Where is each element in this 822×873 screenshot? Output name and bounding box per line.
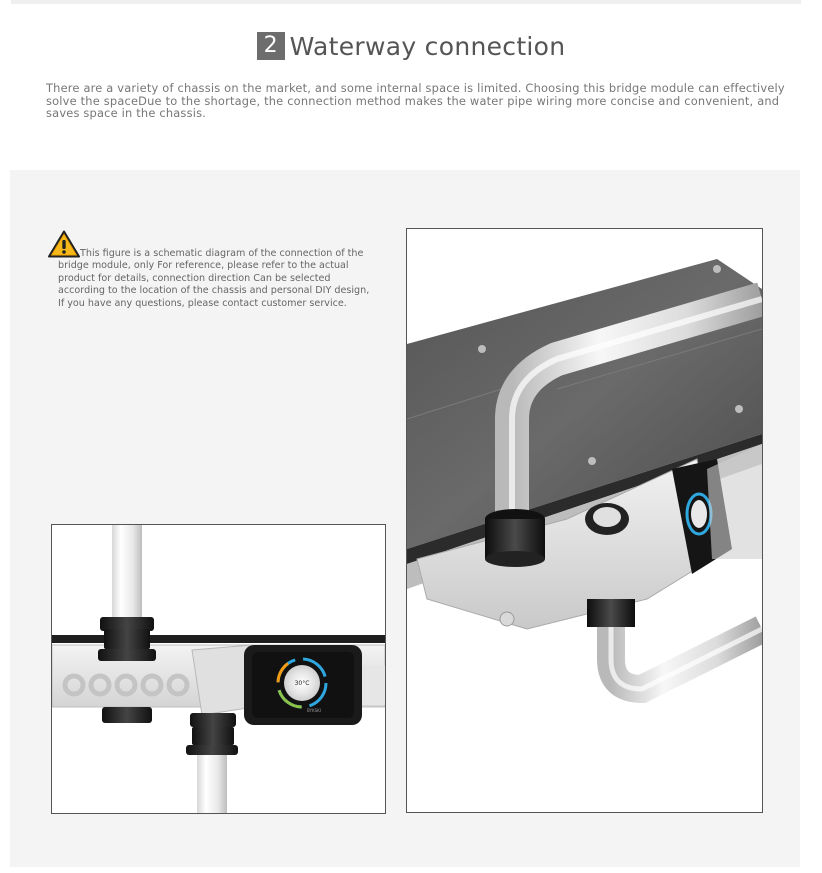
top-divider: [11, 0, 801, 4]
section-title: Waterway connection: [289, 31, 566, 61]
intro-paragraph: There are a variety of chassis on the market, and some internal space is limited. Choosing this bridge module can effectively solve the spaceDue to the shortage, the connection method makes the water pipe wiring more concise and convenient, and saves space in the chassis.: [46, 81, 785, 120]
bridge-module-angle-photo: [406, 228, 763, 813]
section-heading: [0, 30, 822, 62]
bridge-module-angle-illustration: [407, 229, 762, 812]
display-brand: BYKSKI: [307, 708, 321, 713]
bridge-module-front-illustration: [52, 525, 385, 813]
display-temp: 30°C: [294, 680, 310, 687]
note-text: This figure is a schematic diagram of the connection of the bridge module, only For reference, please refer to the actual product for details, connection direction Can be selected according to the location of the chassis and personal DIY design, If you have any questions, please contact customer service.: [58, 248, 370, 309]
bridge-module-front-photo: [51, 524, 386, 814]
section-number-badge: 2: [257, 32, 285, 60]
